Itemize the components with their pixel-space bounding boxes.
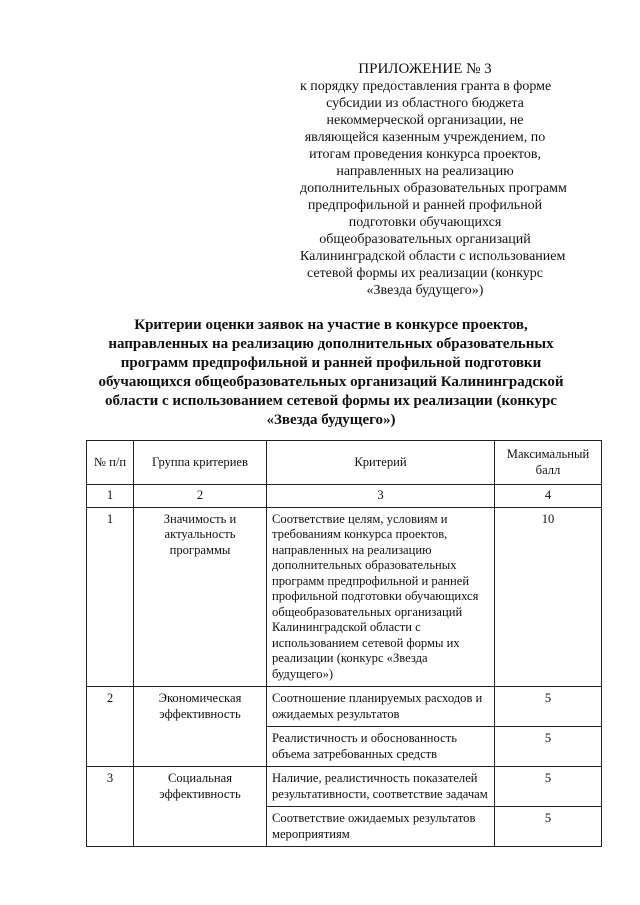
- criteria-group-cell: Социальная эффективность: [134, 767, 267, 847]
- appendix-line: являющейся казенным учреждением, по: [304, 130, 546, 145]
- heading-line: направленных на реализацию дополнительных образовательных: [108, 336, 554, 352]
- column-number-cell: 1: [87, 485, 134, 508]
- max-score-cell: 5: [495, 767, 602, 807]
- appendix-line: «Звезда будущего»): [366, 283, 484, 298]
- appendix-line: подготовки обучающихся: [348, 215, 502, 230]
- appendix-line: предпрофильной и ранней профильной: [307, 198, 543, 213]
- table-row: [87, 687, 602, 727]
- appendix-line: к порядку предоставления гранта в форме: [300, 79, 552, 94]
- heading-line: «Звезда будущего»): [266, 412, 396, 428]
- column-number-cell: 4: [495, 485, 602, 508]
- header-number: № п/п: [87, 441, 134, 485]
- row-number-cell: 1: [87, 507, 134, 687]
- column-number-cell: 2: [134, 485, 267, 508]
- appendix-line: Калининградской области с использованием: [300, 249, 566, 264]
- appendix-line: сетевой формы их реализации (конкурс: [306, 266, 544, 281]
- criterion-cell: Соответствие целям, условиям и требованиям конкурса проектов, направленных на реализацию дополнительных образовательных программ предпрофильной и ранней профильной подготовки обучающихся общеобразовательных организаций Калининградской области с использованием сетевой формы их реализации (конкурс «Звезда будущего»): [267, 507, 495, 687]
- column-number-cell: 3: [267, 485, 495, 508]
- criteria-group-cell: Экономическая эффективность: [134, 687, 267, 767]
- row-number-cell: 2: [87, 687, 134, 767]
- appendix-line: некоммерческой организации, не: [326, 113, 524, 128]
- header-group: Группа критериев: [134, 441, 267, 485]
- heading-line: программ предпрофильной и ранней профильной подготовки: [120, 355, 542, 371]
- criterion-cell: Соотношение планируемых расходов и ожидаемых результатов: [267, 687, 495, 727]
- heading-line: Критерии оценки заявок на участие в конкурсе проектов,: [134, 317, 528, 333]
- appendix-line: итогам проведения конкурса проектов,: [309, 147, 541, 162]
- max-score-cell: 10: [495, 507, 602, 687]
- appendix-line: общеобразовательных организаций: [319, 232, 531, 247]
- criterion-cell: Наличие, реалистичность показателей результативности, соответствие задачам: [267, 767, 495, 807]
- appendix-line: субсидии из областного бюджета: [326, 96, 524, 111]
- row-number-cell: 3: [87, 767, 134, 847]
- document-heading: [90, 316, 572, 430]
- table-header-row: [87, 441, 602, 485]
- max-score-cell: 5: [495, 687, 602, 727]
- max-score-cell: 5: [495, 807, 602, 847]
- appendix-line: направленных на реализацию: [336, 164, 514, 179]
- criteria-group-cell: Значимость и актуальность программы: [134, 507, 267, 687]
- table-row: [87, 507, 602, 687]
- appendix-block: [300, 60, 567, 299]
- heading-line: области с использованием сетевой формы их реализации (конкурс: [105, 393, 557, 409]
- header-criterion: Критерий: [267, 441, 495, 485]
- column-numbers-row: [87, 485, 602, 508]
- table-row: [87, 767, 602, 807]
- max-score-cell: 5: [495, 727, 602, 767]
- header-max-score: Максимальный балл: [495, 441, 602, 485]
- appendix-lines: [300, 78, 567, 299]
- appendix-line: дополнительных образовательных программ: [300, 181, 567, 196]
- criteria-table: [86, 440, 602, 847]
- criteria-body: [87, 507, 602, 847]
- heading-line: обучающихся общеобразовательных организаций Калининградской: [98, 374, 564, 390]
- criterion-cell: Соответствие ожидаемых результатов мероприятиям: [267, 807, 495, 847]
- criterion-cell: Реалистичность и обоснованность объема затребованных средств: [267, 727, 495, 767]
- appendix-title: ПРИЛОЖЕНИЕ № 3: [358, 61, 492, 77]
